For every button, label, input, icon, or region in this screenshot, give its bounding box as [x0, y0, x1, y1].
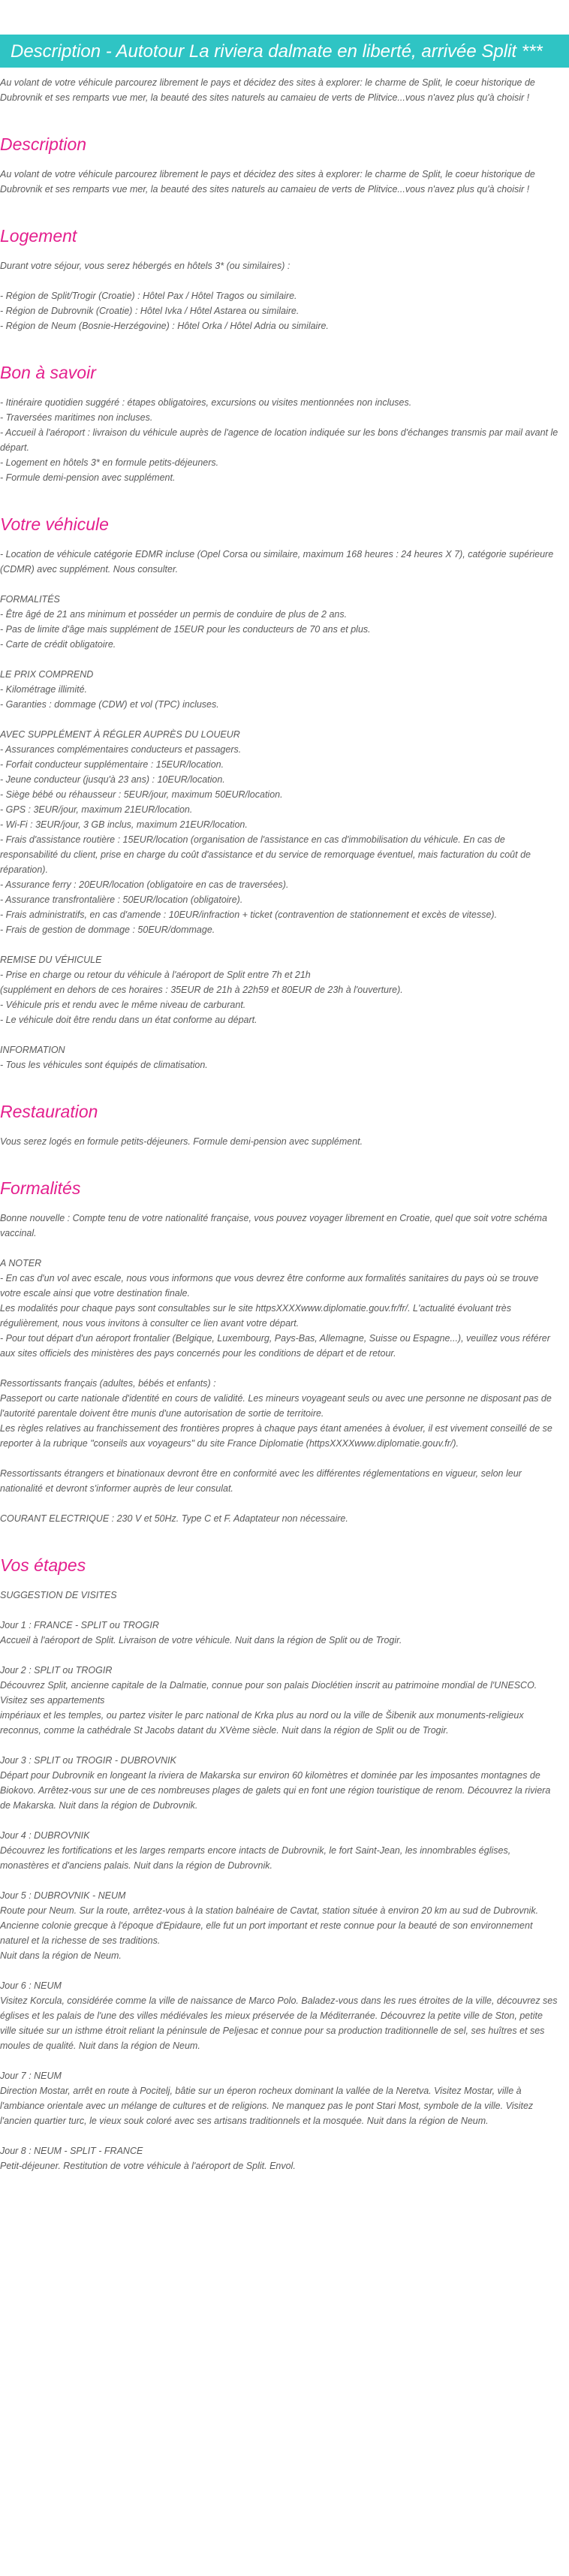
section-title-bon-a-savoir: Bon à savoir — [0, 363, 96, 382]
description-text: Au volant de votre véhicule parcourez librement le pays et décidez des sites à explorer: le charme de Split, le coeur historique de Dubrovnik et ses remparts vue mer, la beauté des sites naturels au camaieu de verts de Plitvice...vous n'avez plus qu'à choisir ! — [0, 169, 538, 195]
section-formalites — [0, 1178, 569, 1526]
section-bon-a-savoir — [0, 362, 569, 485]
section-restauration — [0, 1101, 569, 1149]
page-title-banner: Description - Autotour La riviera dalmate en liberté, arrivée Split *** — [0, 35, 569, 68]
section-etapes — [0, 1555, 569, 2173]
bon-a-savoir-text: - Itinéraire quotidien suggéré : étapes obligatoires, excursions ou visites mentionnées non incluses. - Traversées maritimes non incluses. - Accueil à l'aéroport : livraison du véhicule auprès de l'agence de location indiquée sur les bons d'échanges transmis par mail avant le départ. - Logement en hôtels 3* en formule petits-déjeuners. - Formule demi-pension avec supplément. — [0, 397, 558, 483]
page — [0, 35, 569, 2203]
logement-text: Durant votre séjour, vous serez hébergés en hôtels 3* (ou similaires) : - Région de Split/Trogir (Croatie) : Hôtel Pax / Hôtel Tragos ou similaire. - Région de Dubrovnik (Croatie) : Hôtel Ivka / Hôtel Astarea ou similaire. - Région de Neum (Bosnie-Herzégovine) : Hôtel Orka / Hôtel Adria ou similaire. — [0, 261, 329, 331]
restauration-text: Vous serez logés en formule petits-déjeuners. Formule demi-pension avec supplément. — [0, 1136, 363, 1147]
formalites-text: Bonne nouvelle : Compte tenu de votre nationalité française, vous pouvez voyager librement en Croatie, quel que soit votre schéma vaccinal. A NOTER - En cas d'un vol avec escale, nous vous informons que vous devrez être conforme aux formalités sanitaires du pays où se trouve votre escale ainsi que votre destination finale. Les modalités pour chaque pays sont consultables sur le site httpsXXXXwww.diplomatie.gouv.fr/fr/. L'actualité évoluant très régulièrement, nous vous invitons à consulter ce lien avant votre départ. - Pour tout départ d'un aéroport frontalier (Belgique, Luxembourg, Pays-Bas, Allemagne, Suisse ou Espagne...), veuillez vous référer aux sites officiels des ministères des pays concernés pour les conditions de départ et de retour. Ressortissants français (adultes, bébés et enfants) : Passeport ou carte nationale d'identité en cours de validité. Les mineurs voyageant seuls ou avec une personne ne disposant pas de l'autorité parentale doivent être munis d'une autorisation de sortie de territoire. Les règles relatives au franchissement des frontières propres à chaque pays étant amenées à évoluer, il est vivement conseillé de se reporter à la rubrique "conseils aux voyageurs" du site France Diplomatie (httpsXXXXwww.diplomatie.gouv.fr/). Ressortissants étrangers et binationaux devront être en conformité avec les différentes réglementations en vigueur, selon leur nationalité et devront s'informer auprès de leur consulat. COURANT ELECTRIQUE : 230 V et 50Hz. Type C et F. Adaptateur non nécessaire. — [0, 1213, 552, 1524]
section-title-etapes: Vos étapes — [0, 1555, 86, 1575]
section-title-restauration: Restauration — [0, 1102, 98, 1121]
section-description — [0, 134, 569, 197]
vehicule-text: - Location de véhicule catégorie EDMR incluse (Opel Corsa ou similaire, maximum 168 heures : 24 heures X 7), catégorie supérieure (CDMR) avec supplément. Nous consulter. FORMALITÉS - Être âgé de 21 ans minimum et posséder un permis de conduire de plus de 2 ans. - Pas de limite d'âge mais supplément de 15EUR pour les conducteurs de 70 ans et plus. - Carte de crédit obligatoire. LE PRIX COMPREND - Kilométrage illimité. - Garanties : dommage (CDW) et vol (TPC) incluses. AVEC SUPPLÉMENT À RÉGLER AUPRÈS DU LOUEUR - Assurances complémentaires conducteurs et passagers. - Forfait conducteur supplémentaire : 15EUR/location. - Jeune conducteur (jusqu'à 23 ans) : 10EUR/location. - Siège bébé ou réhausseur : 5EUR/jour, maximum 50EUR/location. - GPS : 3EUR/jour, maximum 21EUR/location. - Wi-Fi : 3EUR/jour, 3 GB inclus, maximum 21EUR/location. - Frais d'assistance routière : 15EUR/location (organisation de l'assistance en cas d'immobilisation du véhicule. En cas de responsabilité du client, prise en charge du coût d'assistance et du service de remorquage éventuel, mais facturation du coût de réparation). - Assurance ferry : 20EUR/location (obligatoire en cas de traversées). - Assurance transfrontalière : 50EUR/location (obligatoire). - Frais administratifs, en cas d'amende : 10EUR/infraction + ticket (contravention de stationnement et excès de vitesse). - Frais de gestion de dommage : 50EUR/dommage. REMISE DU VÉHICULE - Prise en charge ou retour du véhicule à l'aéroport de Split entre 7h et 21h (supplément en dehors de ces horaires : 35EUR de 21h à 22h59 et 80EUR de 23h à l'ouverture). - Véhicule pris et rendu avec le même niveau de carburant. - Le véhicule doit être rendu dans un état conforme au départ. INFORMATION - Tous les véhicules sont équipés de climatisation. — [0, 549, 554, 1070]
intro-text: Au volant de votre véhicule parcourez librement le pays et décidez des sites à explorer: le charme de Split, le coeur historique de Dubrovnik et ses remparts vue mer, la beauté des sites naturels au camaieu de verts de Plitvice...vous n'avez plus qu'à choisir ! — [0, 77, 538, 103]
section-title-vehicule: Votre véhicule — [0, 514, 109, 534]
section-logement — [0, 225, 569, 333]
section-title-formalites: Formalités — [0, 1178, 81, 1198]
section-title-description: Description — [0, 134, 87, 154]
section-vehicule — [0, 514, 569, 1072]
section-title-logement: Logement — [0, 226, 77, 246]
etapes-text: SUGGESTION DE VISITES Jour 1 : FRANCE - SPLIT ou TROGIR Accueil à l'aéroport de Split. Livraison de votre véhicule. Nuit dans la région de Split ou de Trogir. Jour 2 : SPLIT ou TROGIR Découvrez Split, ancienne capitale de la Dalmatie, connue pour son palais Dioclétien inscrit au patrimoine mondial de l'UNESCO. Visitez ses appartements impériaux et les temples, ou partez visiter le parc national de Krka plus au nord ou la ville de Šibenik aux monuments-religieux reconnus, comme la cathédrale St Jacobs datant du XVème siècle. Nuit dans la région de Split ou de Trogir. Jour 3 : SPLIT ou TROGIR - DUBROVNIK Départ pour Dubrovnik en longeant la riviera de Makarska sur environ 60 kilomètres et dominée par les imposantes montagnes de Biokovo. Arrêtez-vous sur une de ces nombreuses plages de galets qui en font une région touristique de renom. Découvrez la riviera de Makarska. Nuit dans la région de Dubrovnik. Jour 4 : DUBROVNIK Découvrez les fortifications et les larges remparts encore intacts de Dubrovnik, le fort Saint-Jean, les innombrables églises, monastères et d'anciens palais. Nuit dans la région de Dubrovnik. Jour 5 : DUBROVNIK - NEUM Route pour Neum. Sur la route, arrêtez-vous à la station balnéaire de Cavtat, station située à environ 20 km au sud de Dubrovnik. Ancienne colonie grecque à l'époque d'Epidaure, elle fut un port important et reste connue pour la beauté de son environnement naturel et la richesse de ses traditions. Nuit dans la région de Neum. Jour 6 : NEUM Visitez Korcula, considérée comme la ville de naissance de Marco Polo. Baladez-vous dans les rues étroites de la ville, découvrez ses églises et les palais de l'une des villes médiévales les mieux préservée de la Méditerranée. Découvrez la petite ville de Ston, petite ville située sur un isthme étroit reliant la péninsule de Peljesac et connue pour sa production traditionnelle de sel, ses huîtres et ses moules de qualité. Nuit dans la région de Neum. Jour 7 : NEUM Direction Mostar, arrêt en route à Pocitelj, bâtie sur un éperon rocheux dominant la vallée de la Neretva. Visitez Mostar, ville à l'ambiance orientale avec un mélange de cultures et de religions. Ne manquez pas le pont Stari Most, symbole de la ville. Visitez l'ancien quartier turc, le vieux souk coloré avec ses artisans traditionnels et la mosquée. Nuit dans la région de Neum. Jour 8 : NEUM - SPLIT - FRANCE Petit-déjeuner. Restitution de votre véhicule à l'aéroport de Split. Envol. — [0, 1590, 558, 2171]
